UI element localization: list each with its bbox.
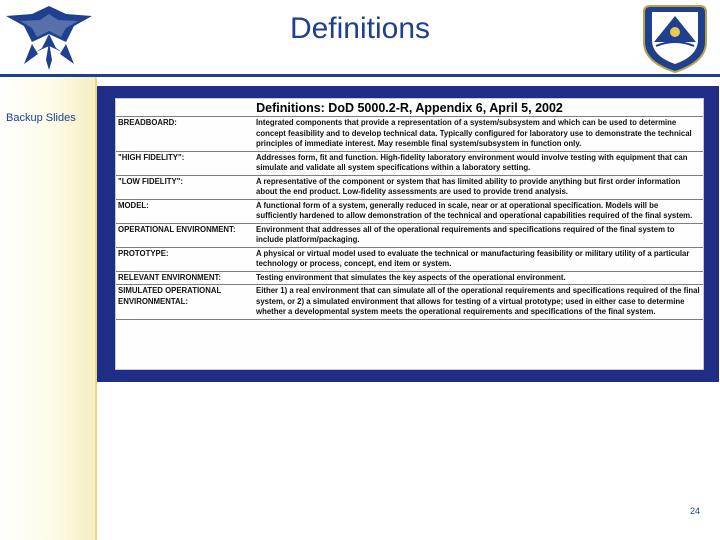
slide-title: Definitions [289,12,431,45]
definition-cell: Testing environment that simulates the key aspects of the operational environment. [250,271,703,285]
term-cell: MODEL: [116,199,250,223]
table-row [116,199,703,223]
definition-cell: Addresses form, fit and function. High-fidelity laboratory environment would involve testing with equipment that can simulate and validate all system specifications within a laboratory setting. [250,151,703,175]
term-cell: SIMULATED OPERATIONAL ENVIRONMENTAL: [116,285,250,320]
definition-cell: Either 1) a real environment that can simulate all of the operational requirements and specifications required of the final system, or 2) a simulated environment that allows for testing of a virtual prototype; used in either case to determine whether a developmental system meets the operational requirements and specifications of the final system. [250,285,703,320]
table-row [116,285,703,320]
table-row [116,117,703,152]
definitions-title: Definitions: DoD 5000.2-R, Appendix 6, April 5, 2002 [256,101,563,115]
table-row [116,175,703,199]
sidebar [0,77,96,540]
term-cell: BREADBOARD: [116,117,250,152]
table-row [116,247,703,271]
definitions-table-container [115,98,704,370]
definition-cell: Environment that addresses all of the operational requirements and specifications required of the final system to include platform/packaging. [250,223,703,247]
term-cell: OPERATIONAL ENVIRONMENT: [116,223,250,247]
definition-cell: Integrated components that provide a representation of a system/subsystem and which can be used to determine concept feasibility and to develop technical data. Typically configured for laboratory use to demonstrate the technical principles of immediate interest. May resemble final system/subsystem in function only. [250,117,703,152]
table-row [116,223,703,247]
term-cell: "LOW FIDELITY": [116,175,250,199]
sidebar-label: Backup Slides [6,112,76,124]
page-number: 24 [689,506,700,516]
header-divider [0,74,720,77]
definition-cell: A functional form of a system, generally reduced in scale, near or at operational specification. Models will be sufficiently hardened to allow demonstration of the technical and operational capabilities required of the final system. [250,199,703,223]
definitions-table [116,116,703,320]
table-row [116,271,703,285]
term-cell: RELEVANT ENVIRONMENT: [116,271,250,285]
term-cell: "HIGH FIDELITY": [116,151,250,175]
term-cell: PROTOTYPE: [116,247,250,271]
table-row [116,151,703,175]
definition-cell: A representative of the component or system that has limited ability to provide anything but first order information about the end product. Low-fidelity assessments are used to provide trend analysis. [250,175,703,199]
definition-cell: A physical or virtual model used to evaluate the technical or manufacturing feasibility or military utility of a particular technology or process, concept, end item or system. [250,247,703,271]
